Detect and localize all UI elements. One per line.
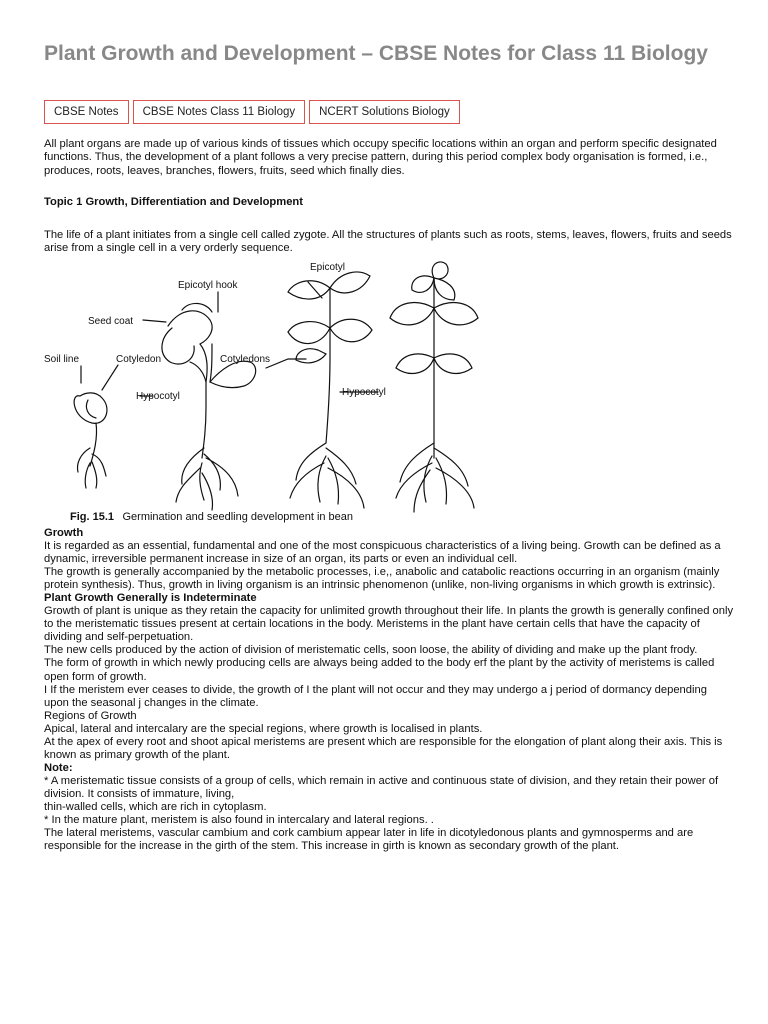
- seedling-stage-4: [390, 262, 478, 512]
- growth-heading: Growth: [44, 527, 84, 539]
- topic-heading: Topic 1 Growth, Differentiation and Development: [44, 196, 303, 208]
- topic-intro-paragraph: The life of a plant initiates from a single cell called zygote. All the structures of plants such as roots, stems, leaves, flowers, fruits and seeds arise from a single cell in a very orderly sequence.: [44, 229, 732, 255]
- growth-paragraph-1: It is regarded as an essential, fundamental and one of the most conspicuous characteristics of a living being. Growth can be defined as a dynamic, irreversible permanent increase in size of an organ, its parts or even an individual cell.: [44, 540, 721, 566]
- figure-caption-number: Fig. 15.1: [70, 511, 115, 523]
- label-hypocotyl-1: Hypocotyl: [136, 391, 180, 402]
- tag-cbse-notes[interactable]: CBSE Notes: [44, 100, 129, 124]
- indeterminate-heading: Plant Growth Generally is Indeterminate: [44, 592, 257, 605]
- intro-paragraph: All plant organs are made up of various kinds of tissues which occupy specific locations within an organ and perform specific designated functions. Thus, the development of a plant follows a very precise pattern, during this period complex body organisation is formed, i.e., produces, roots, leaves, branches, flowers, fruits, seed which finally dies.: [44, 138, 717, 177]
- note-paragraph-4: The lateral meristems, vascular cambium and cork cambium appear later in life in dicotyledonous plants and gymnosperms and are responsible for the increase in the girth of the stem. This increase in girth is known as secondary growth of the plant.: [44, 827, 694, 853]
- figure-caption-text: Germination and seedling development in bean: [122, 511, 354, 523]
- indeterminate-paragraph-3: The form of growth in which newly producing cells are always being added to the body erf the plant by the activity of meristems is called open form of growth.: [44, 657, 715, 683]
- note-paragraph-3: * In the mature plant, meristem is also found in intercalary and lateral regions. .: [44, 814, 434, 827]
- tag-ncert-solutions-biology[interactable]: NCERT Solutions Biology: [309, 100, 460, 124]
- label-soil-line: Soil line: [44, 354, 80, 365]
- indeterminate-paragraph-1: Growth of plant is unique as they retain the capacity for unlimited growth throughout their life. In plants the growth is generally confined only to the meristematic tissues present at certain locations in the body. Meristems in the plant have certain cells that have the capacity of dividing and self-perpetuation.: [44, 605, 734, 644]
- label-epicotyl-hook: Epicotyl hook: [178, 280, 238, 291]
- label-hypocotyl-2: Hypocotyl: [342, 387, 386, 398]
- growth-paragraph-2: The growth is generally accompanied by the metabolic processes, i.e,, anabolic and catabolic reactions occurring in an organism (mainly protein synthesis). Thus, growth in living organism is an intrinsic phenomenon (unlike, non-living organisms in which growth is extrinsic).: [44, 566, 720, 592]
- label-epicotyl: Epicotyl: [310, 262, 346, 273]
- seedling-stage-1: [74, 393, 107, 488]
- regions-heading: Regions of Growth: [44, 709, 137, 722]
- note-paragraph-2: thin-walled cells, which are rich in cytoplasm.: [44, 800, 267, 813]
- note-heading: Note:: [44, 761, 73, 774]
- seedling-stage-2: [162, 303, 256, 510]
- tag-cbse-notes-class-11-biology[interactable]: CBSE Notes Class 11 Biology: [133, 100, 306, 124]
- indeterminate-paragraph-2: The new cells produced by the action of division of meristematic cells, soon loose, the ability of dividing and make up the plant frody.: [44, 644, 698, 657]
- germination-figure: [40, 258, 480, 530]
- note-paragraph-1: * A meristematic tissue consists of a group of cells, which remain in active and continuous state of division, and they retain their power of division. It consists of immature, living,: [44, 774, 719, 800]
- label-cotyledon: Cotyledon: [116, 354, 162, 365]
- label-cotyledons: Cotyledons: [220, 354, 271, 365]
- regions-paragraph-2: At the apex of every root and shoot apical meristems are present which are responsible for the elongation of plant along their axis. This is known as primary growth of the plant.: [44, 735, 723, 761]
- page-title: Plant Growth and Development – CBSE Notes for Class 11 Biology: [44, 42, 708, 65]
- label-seed-coat: Seed coat: [88, 316, 134, 327]
- regions-paragraph-1: Apical, lateral and intercalary are the special regions, where growth is localised in plants.: [44, 722, 483, 735]
- indeterminate-paragraph-4: I If the meristem ever ceases to divide, the growth of I the plant will not occur and they may undergo a j period of dormancy depending upon the seasonal j changes in the climate.: [44, 683, 707, 709]
- tag-list: [44, 100, 464, 124]
- article-body: [44, 527, 734, 853]
